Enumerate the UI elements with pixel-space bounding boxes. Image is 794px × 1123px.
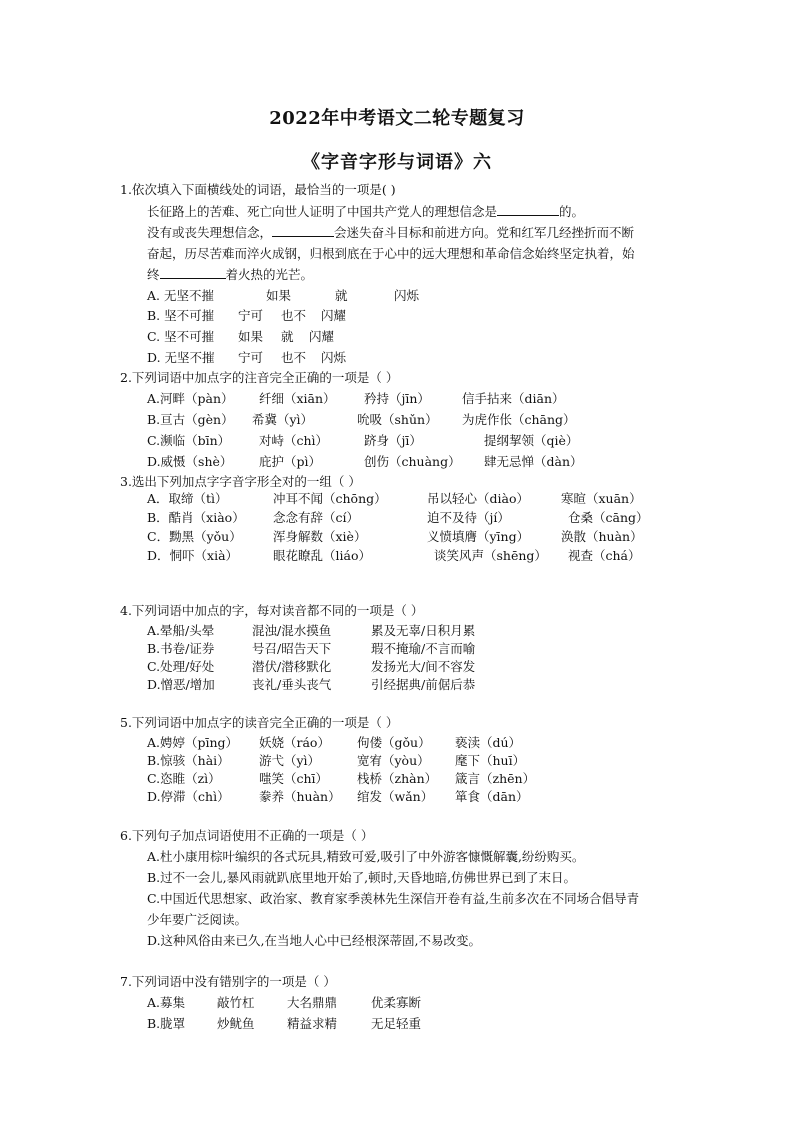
question-4-stem: 4.下列词语中加点的字，每对读音都不同的一项是（ ） [120,603,424,618]
answer-blank [272,225,334,237]
question-6-option-c: C.中国近代思想家、政治家、教育家季羡林先生深信开卷有益,生前多次在不同场合倡导青 [147,891,640,906]
question-1-stem: 1.依次填入下面横线处的词语，最恰当的一项是( ) [120,182,396,197]
question-6-stem: 6.下列句子加点词语使用不正确的一项是（ ） [120,828,374,843]
page-subtitle: 《字音字形与词语》六 [302,152,492,173]
question-5-stem: 5.下列词语中加点字的读音完全正确的一项是（ ） [120,715,399,730]
question-6-option-d: D.这种风俗由来已久,在当地人心中已经根深蒂固,不易改变。 [147,933,481,948]
question-1-passage-line-3: 奋起，历尽苦难而淬火成钢，归根到底在于心中的远大理想和革命信念始终坚定执着，始 [147,246,635,261]
question-6-option-c-continued: 少年要广泛阅读。 [147,912,248,927]
question-6-option-b: B.过不一会儿,暴风雨就趴底里地开始了,顿时,天昏地暗,仿佛世界已到了末日。 [147,870,577,885]
question-1-passage-line-1: 长征路上的苦难、死亡向世人证明了中国共产党人的理想信念是 的。 [147,204,585,219]
question-2-stem: 2.下列词语中加点字的注音完全正确的一项是（ ） [120,370,399,385]
question-1-passage-line-2: 没有或丧失理想信念， 会迷失奋斗目标和前进方向。党和红军几经挫折而不断 [147,225,635,240]
answer-blank [497,204,559,216]
page-title: 2022年中考语文二轮专题复习 [269,108,525,129]
question-7-stem: 7.下列词语中没有错别字的一项是（ ） [120,974,336,989]
question-1-passage-line-4: 终 着火热的光芒。 [147,267,314,282]
answer-blank [160,267,226,279]
question-6-option-a: A.杜小康用棕叶编织的各式玩具,精致可爱,吸引了中外游客慷慨解囊,纷纷购买。 [147,849,585,864]
question-3-stem: 3.选出下列加点字字音字形全对的一组（ ） [120,474,361,489]
